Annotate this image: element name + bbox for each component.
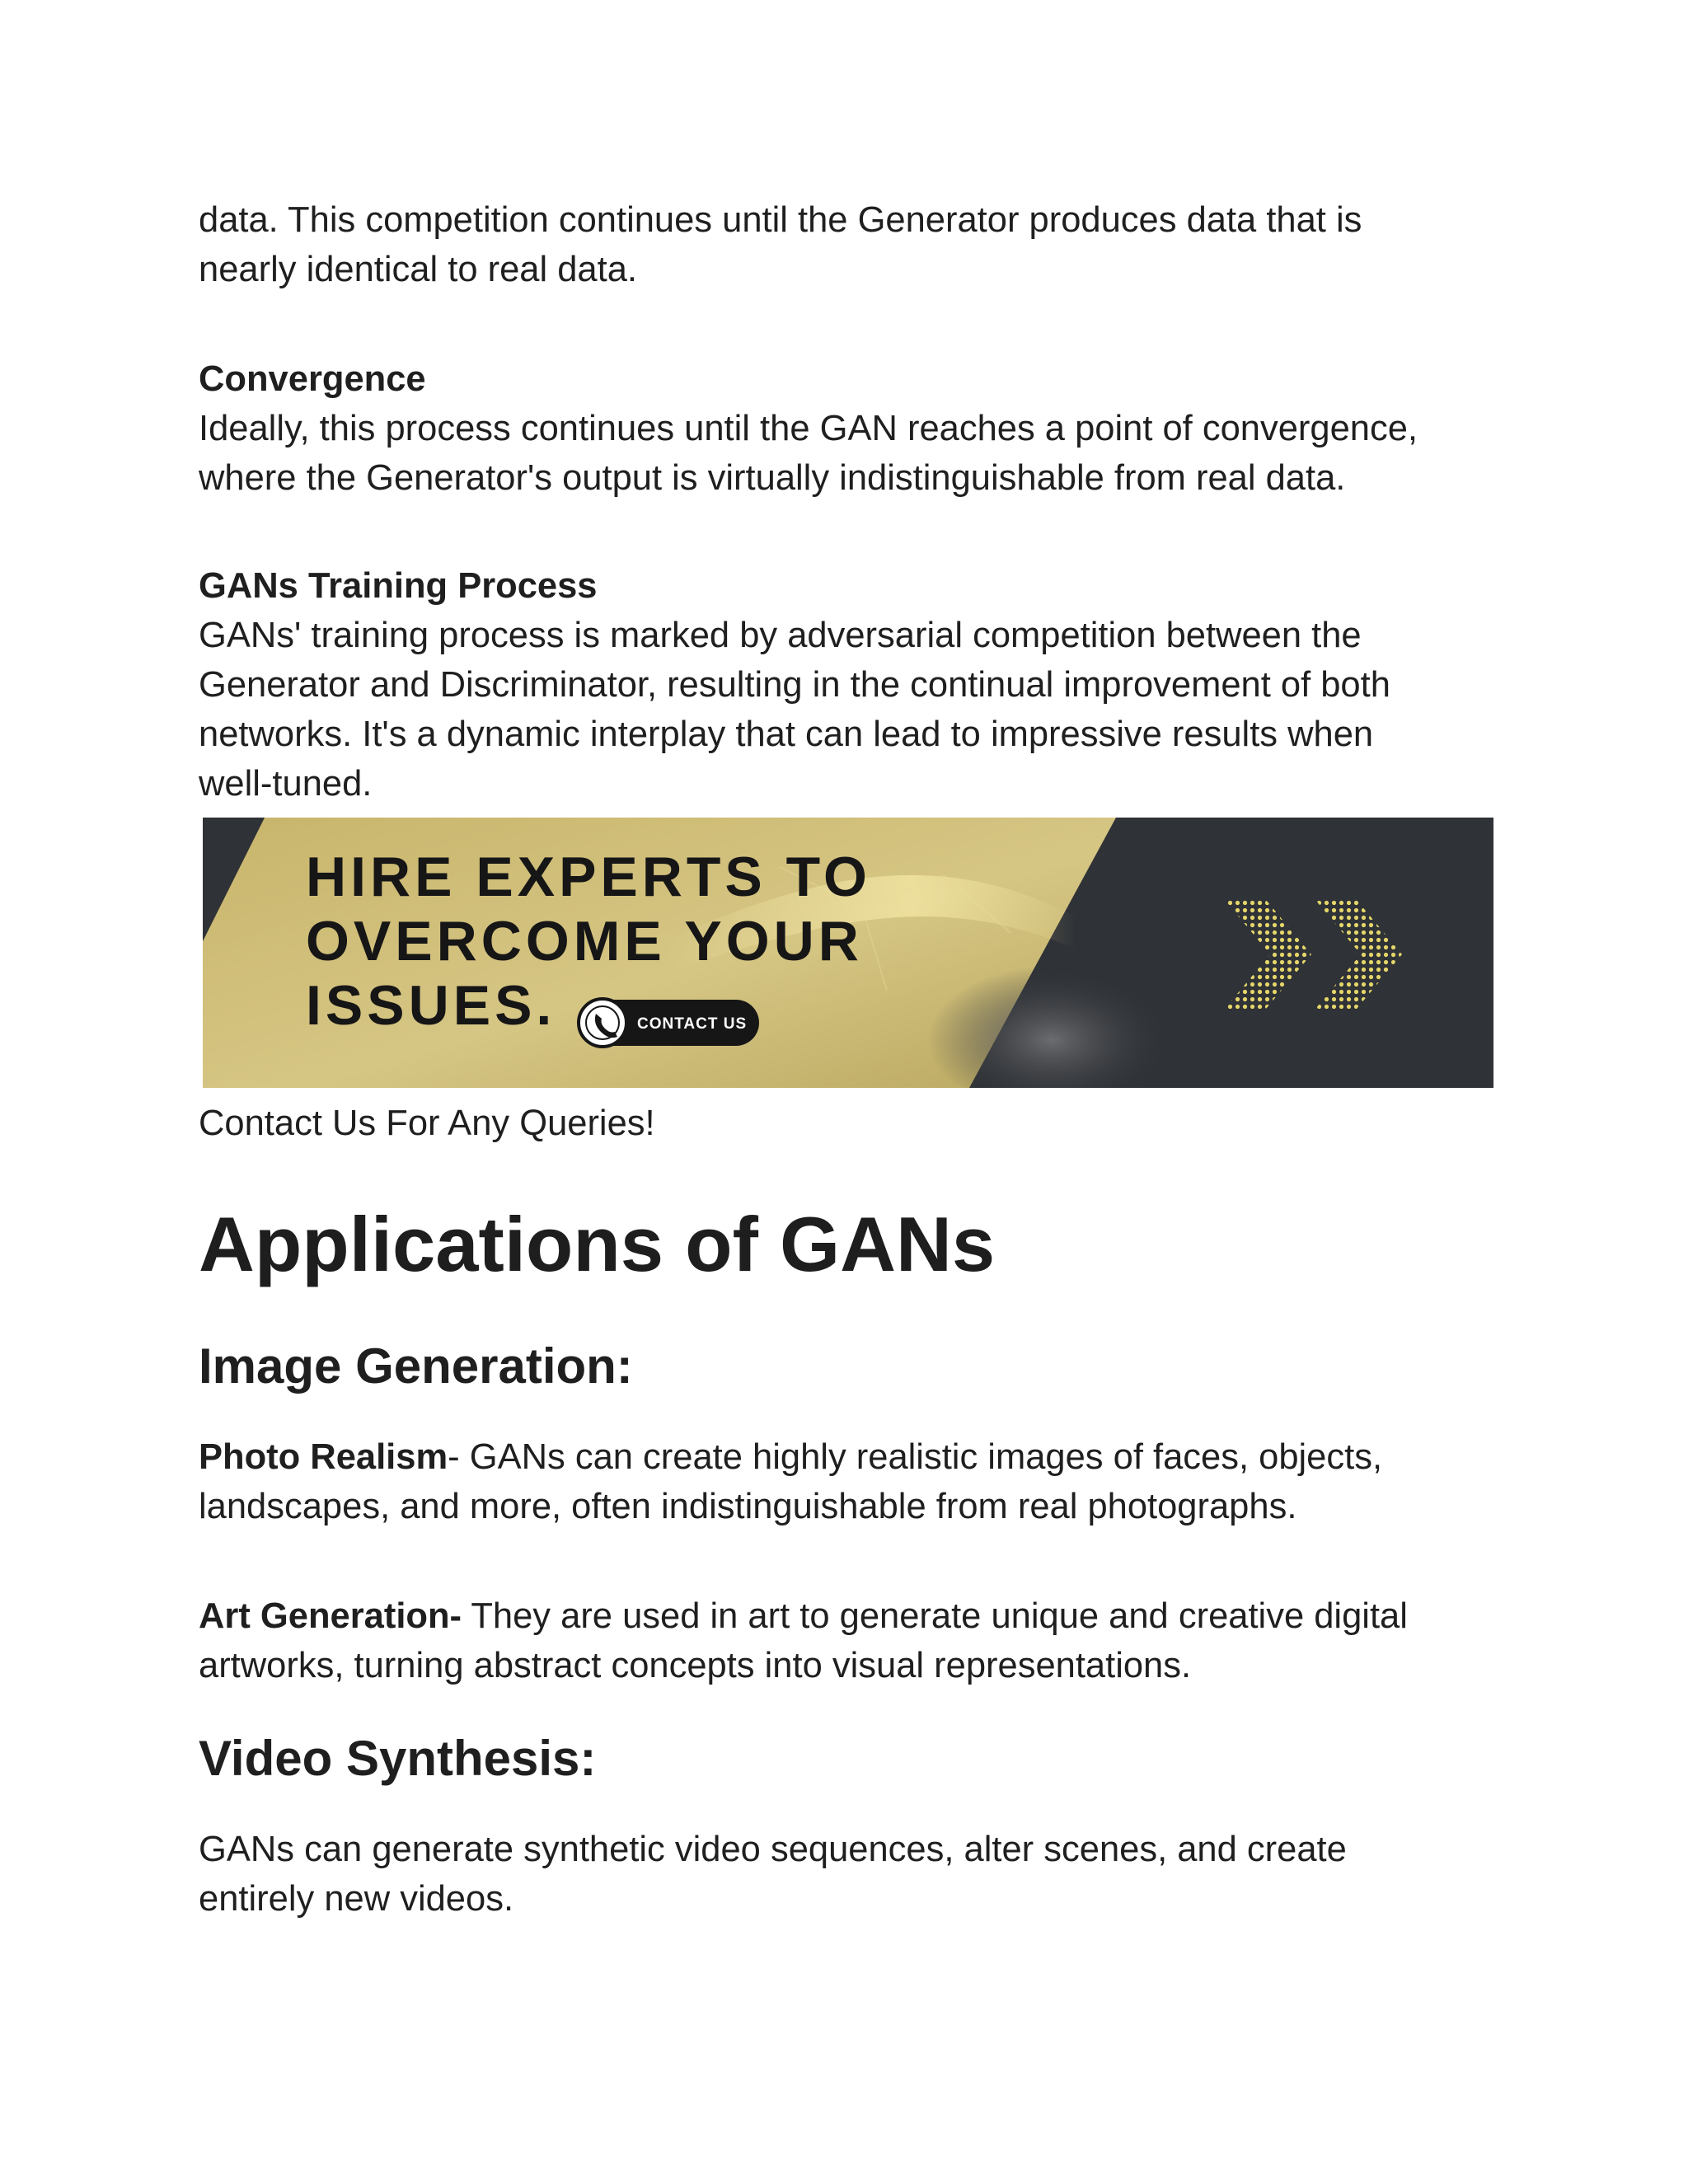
- training-line-4: well-tuned.: [199, 764, 373, 804]
- art-generation-line-2: artworks, turning abstract concepts into visual representations.: [199, 1646, 1192, 1685]
- photo-realism-label: Photo Realism: [199, 1437, 448, 1477]
- video-synthesis-heading: Video Synthesis:: [199, 1731, 597, 1786]
- intro-line-1: data. This competition continues until the Generator produces data that is: [199, 200, 1362, 240]
- video-synthesis-paragraph: [199, 1825, 1347, 1924]
- applications-title: Applications of GANs: [199, 1201, 996, 1287]
- convergence-heading: Convergence: [199, 359, 426, 399]
- training-line-2: Generator and Discriminator, resulting in the continual improvement of both: [199, 665, 1390, 705]
- video-synthesis-line-1: GANs can generate synthetic video sequences, alter scenes, and create: [199, 1830, 1347, 1869]
- training-line-1: GANs' training process is marked by adversarial competition between the: [199, 616, 1362, 655]
- image-generation-heading: Image Generation:: [199, 1338, 633, 1394]
- training-line-3: networks. It's a dynamic interplay that can lead to impressive results when: [199, 715, 1374, 754]
- intro-line-2: nearly identical to real data.: [199, 250, 637, 289]
- banner-headline-line-2: OVERCOME YOUR: [306, 910, 863, 972]
- convergence-line-1: Ideally, this process continues until the GAN reaches a point of convergence,: [199, 409, 1418, 448]
- photo-realism-paragraph: [199, 1432, 1382, 1531]
- art-generation-paragraph: [199, 1591, 1408, 1690]
- contact-us-label: CONTACT US: [637, 1015, 748, 1033]
- training-heading: GANs Training Process: [199, 566, 598, 606]
- photo-realism-line-2: landscapes, and more, often indistinguishable from real photographs.: [199, 1487, 1297, 1526]
- convergence-line-2: where the Generator's output is virtually indistinguishable from real data.: [199, 458, 1346, 498]
- banner-graphic: [203, 818, 1493, 1088]
- convergence-section: [199, 354, 1418, 503]
- intro-paragraph: [199, 195, 1362, 294]
- photo-realism-line-1: - GANs can create highly realistic images of faces, objects,: [448, 1437, 1383, 1477]
- art-generation-label: Art Generation-: [199, 1596, 462, 1636]
- art-generation-line-1: They are used in art to generate unique and creative digital: [462, 1596, 1408, 1636]
- banner-headline-line-1: HIRE EXPERTS TO: [306, 846, 871, 908]
- banner-headline-line-3: ISSUES.: [306, 974, 556, 1037]
- banner-caption: Contact Us For Any Queries!: [199, 1104, 655, 1143]
- video-synthesis-line-2: entirely new videos.: [199, 1879, 514, 1919]
- training-section: [199, 561, 1390, 808]
- hire-experts-banner[interactable]: [203, 818, 1493, 1088]
- contact-us-button[interactable]: [578, 999, 759, 1047]
